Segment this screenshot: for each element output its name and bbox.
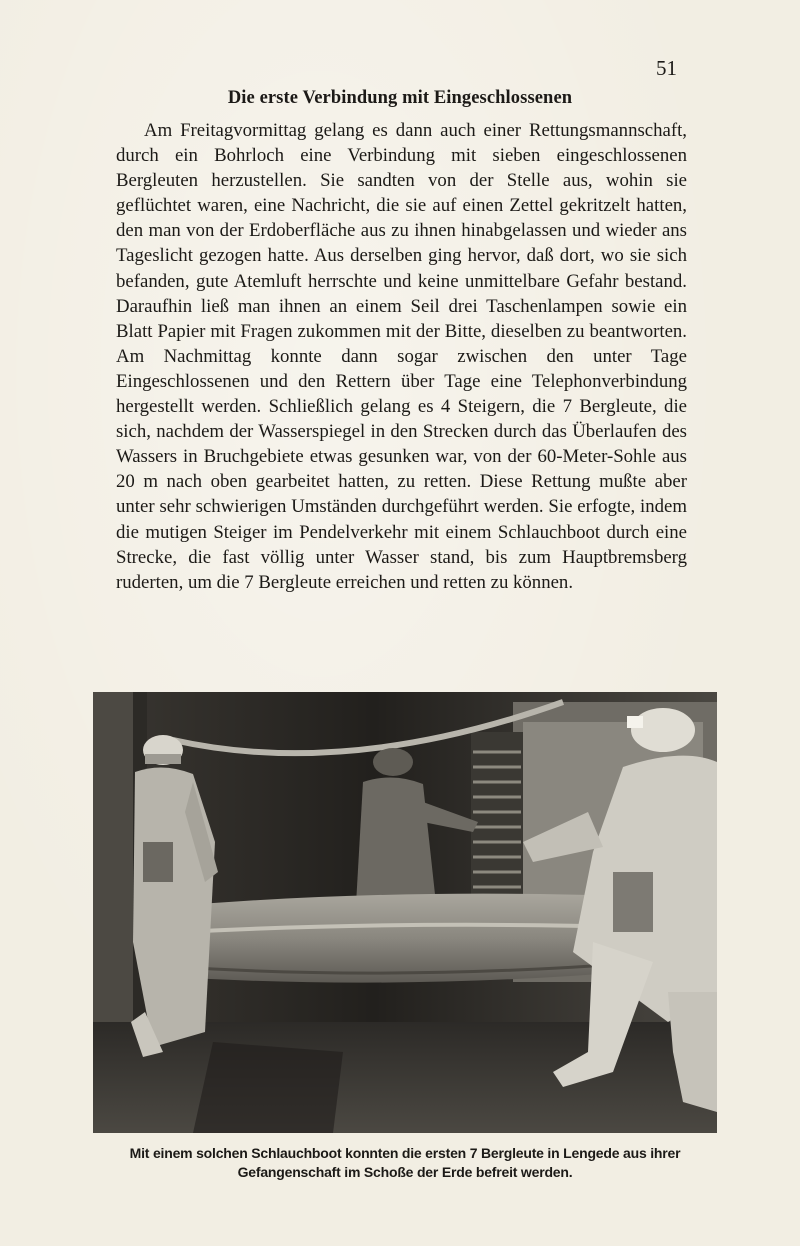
body-paragraph: Am Freitagvormittag gelang es dann auch einer Rettungsmannschaft, durch ein Bohrloch eine Verbindung mit sieben eingeschlossenen Bergleuten herzustellen. Sie sandten von der Stelle aus, wohin sie geflüchtet waren, eine Nachricht, die sie auf einen Zettel gekritzelt hatten, den man von der Erdoberfläche aus zu ihnen hinabgelassen und wieder ans Tageslicht gezogen hatte. Aus derselben ging hervor, daß dort, wo sie sich befanden, gute Atemluft herrschte und keine unmittelbare Gefahr bestand. Daraufhin ließ man ihnen an einem Seil drei Taschenlampen sowie ein Blatt Papier mit Fragen zukommen mit der Bitte, dieselben zu beantworten. Am Nachmittag konnte dann sogar zwischen den unter Tage Eingeschlossenen und den Rettern über Tage eine Telephonverbindung hergestellt werden. Schließlich gelang es 4 Steigern, die 7 Bergleute, die sich, nachdem der Wasserspiegel in den Strecken durch das Überlaufen des Wassers in Bruchgebiete etwas gesunken war, von der 60-Meter-Sohle aus 20 m nach oben gearbeitet hatten, zu retten. Diese Rettung mußte aber unter sehr schwierigen Umständen durchgeführt werden. Sie erfogte, indem die mutigen Steiger im Pendelverkehr mit einem Schlauchboot durch eine Strecke, die fast völlig unter Wasser stand, bis zum Hauptbremsberg ruderten, um die 7 Bergleute erreichen und retten zu können. bbox=[116, 120, 687, 593]
page-number: 51 bbox=[656, 56, 677, 80]
photo-illustration bbox=[93, 692, 717, 1133]
caption-line-1: Mit einem solchen Schlauchboot konnten die ersten 7 Bergleute in Lengede aus ihrer bbox=[129, 1145, 681, 1161]
caption-line-2: Gefangenschaft im Schoße der Erde befreit werden. bbox=[237, 1164, 573, 1180]
miners-boat-photo bbox=[93, 692, 717, 1133]
body-text bbox=[116, 118, 687, 595]
section-heading: Die erste Verbindung mit Eingeschlossenen bbox=[227, 88, 573, 108]
photo-caption bbox=[93, 1144, 717, 1182]
